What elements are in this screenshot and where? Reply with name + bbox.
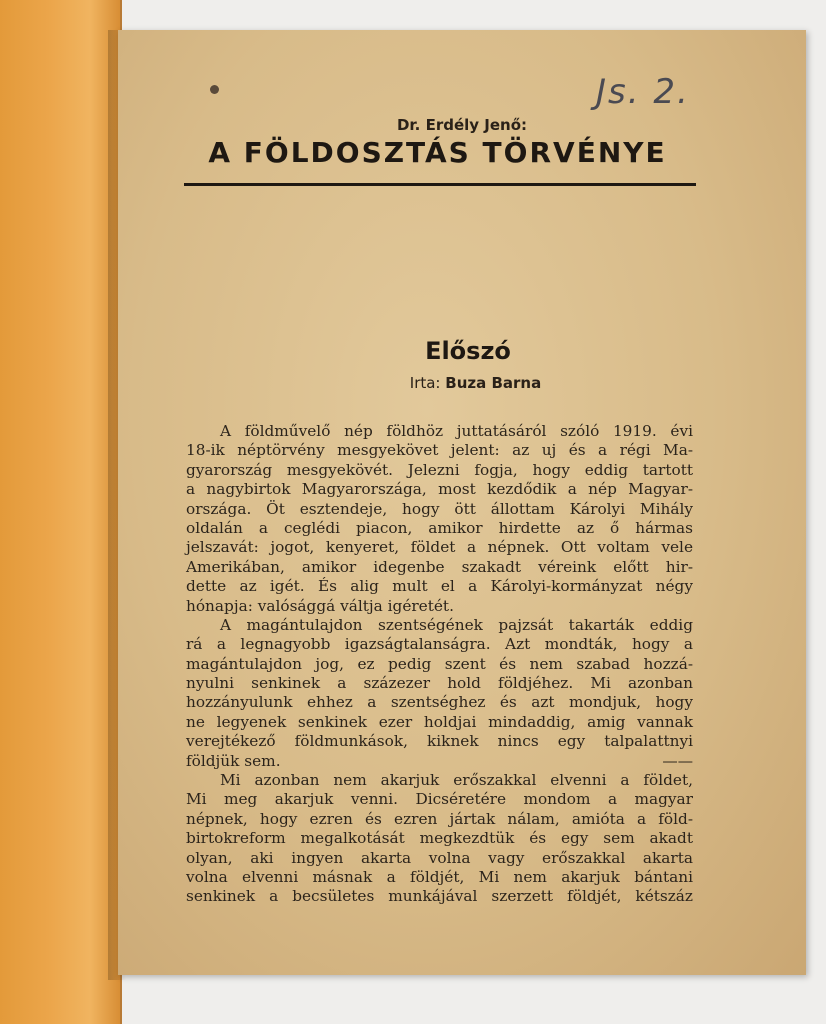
text-line: A földművelő nép földhöz juttatásáról szóló 1919. évi xyxy=(220,422,693,440)
book-cover-edge xyxy=(0,0,122,1024)
text-line: gyarország mesgyekövét. Jelezni fogja, hogy eddig tartott xyxy=(186,460,693,479)
title-underline xyxy=(184,183,696,186)
text-line: hozzányulunk ehhez a szentséghez és azt mondjuk, hogy xyxy=(186,693,693,712)
text-line: A magántulajdon szentségének pajzsát takarták eddig xyxy=(220,615,693,634)
text-line-with-dash xyxy=(186,752,693,771)
byline-prefix: Irta: xyxy=(409,374,441,392)
byline-name: Buza Barna xyxy=(445,374,542,392)
dash-mark: —— xyxy=(662,751,693,770)
body-text xyxy=(186,422,693,907)
text-line: oldalán a ceglédi piacon, amikor hirdette az ő hármas xyxy=(186,518,693,537)
text-line: nyulni senkinek a százezer hold földjéhez. Mi azonban xyxy=(186,674,693,693)
text-line: Mi azonban nem akarjuk erőszakkal elvenni a földet, xyxy=(220,771,693,790)
text-line: országa. Öt esztendeje, hogy ött állottam Károlyi Mihály xyxy=(186,499,693,518)
binding-hole xyxy=(210,85,219,94)
text-line: földjük sem. xyxy=(186,751,281,770)
text-line: Amerikában, amikor idegenbe szakadt véreink előtt hir- xyxy=(186,557,693,576)
text-line: 18-ik néptörvény mesgyekövet jelent: az uj és a régi Ma- xyxy=(186,441,693,460)
text-line: népnek, hogy ezren és ezren jártak nálam, amióta a föld- xyxy=(186,809,693,828)
text-line: volna elvenni másnak a földjét, Mi nem akarjuk bántani xyxy=(186,867,693,886)
author-line: Dr. Erdély Jenő: xyxy=(396,116,528,134)
book-page xyxy=(118,30,806,975)
text-line: a nagybirtok Magyarországa, most kezdődik a nép Magyar- xyxy=(186,480,693,499)
text-line: jelszavát: jogot, kenyeret, földet a népnek. Ott voltam vele xyxy=(186,538,693,557)
text-line: ne legyenek senkinek ezer holdjai mindaddig, amig vannak xyxy=(186,712,693,731)
text-line: senkinek a becsületes munkájával szerzett földjét, kétszáz xyxy=(186,887,693,906)
page-title: A FÖLDOSZTÁS TÖRVÉNYE xyxy=(208,136,667,169)
handwritten-annotation: Js. 2. xyxy=(596,72,690,112)
text-line: Mi meg akarjuk venni. Dicséretére mondom a magyar xyxy=(186,790,693,809)
byline xyxy=(118,374,826,392)
text-line: hónapja: valósággá váltja igéretét. xyxy=(186,596,454,615)
section-heading: Előszó xyxy=(425,337,511,365)
text-line: birtokreform megalkotását megkezdtük és egy sem akadt xyxy=(186,829,693,848)
text-line: verejtékező földmunkások, kiknek nincs egy talpalattnyi xyxy=(186,732,693,751)
text-line: olyan, aki ingyen akarta volna vagy erőszakkal akarta xyxy=(186,848,693,867)
text-line: dette az igét. És alig mult el a Károlyi-kormányzat négy xyxy=(186,577,693,596)
text-line: magántulajdon jog, ez pedig szent és nem szabad hozzá- xyxy=(186,654,693,673)
text-line: rá a legnagyobb igazságtalanságra. Azt mondták, hogy a xyxy=(186,635,693,654)
